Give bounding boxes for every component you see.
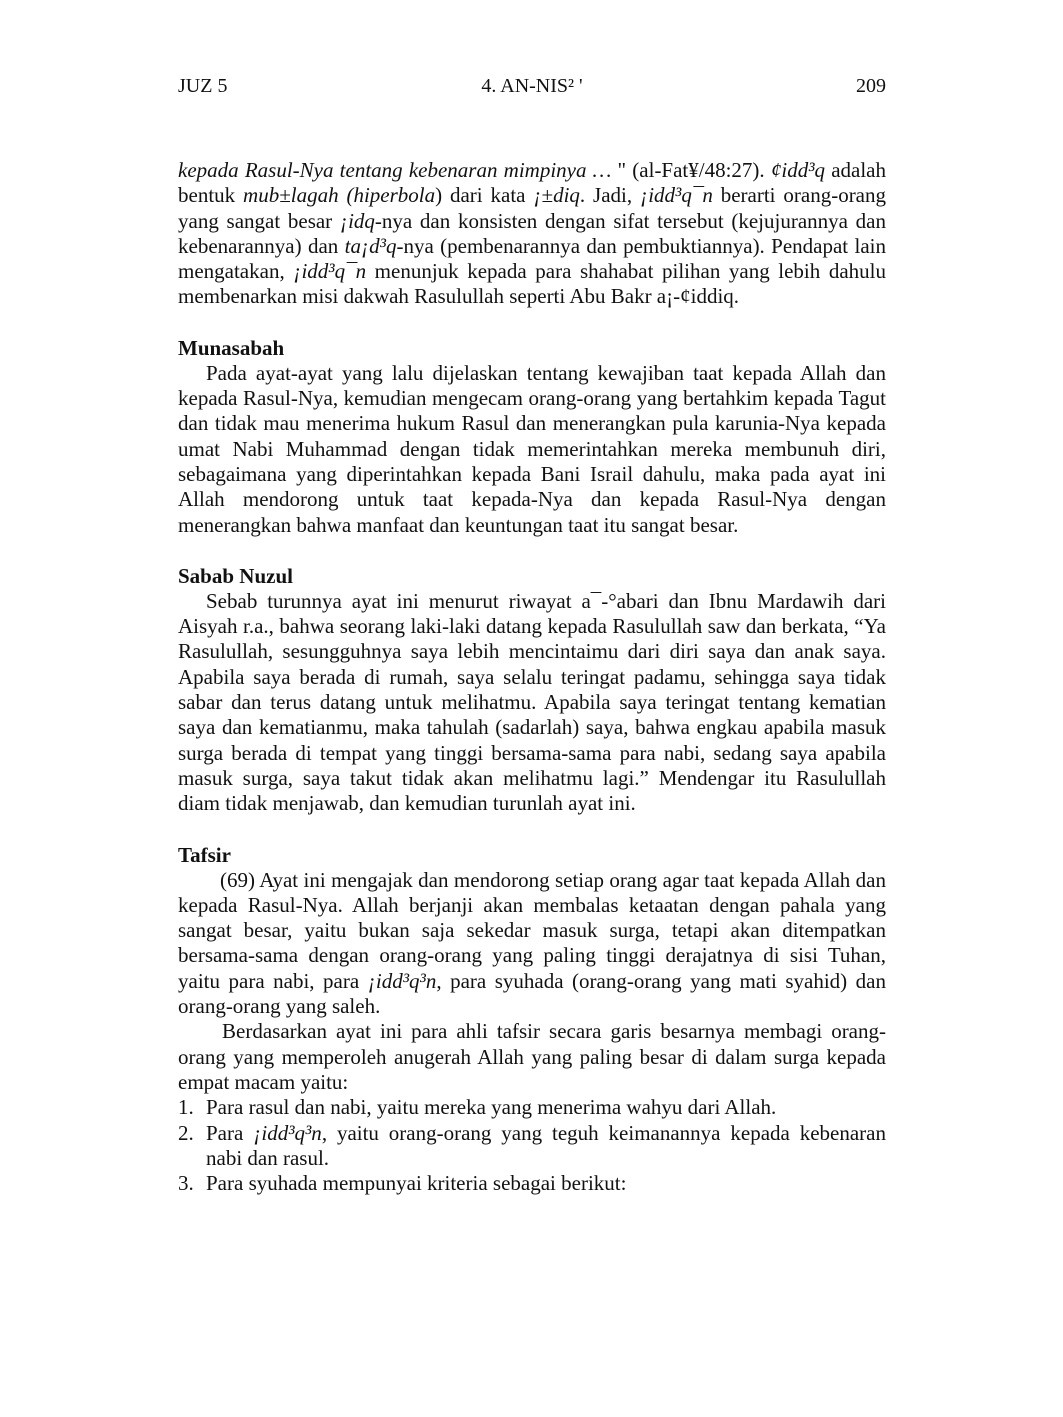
munasabah-heading: Munasabah	[178, 335, 285, 360]
tafsir-heading: Tafsir	[178, 842, 231, 867]
tafsir-paragraph-1	[178, 868, 886, 1020]
sabab-nuzul-heading: Sabab Nuzul	[178, 563, 293, 588]
list-text: Para syuhada mempunyai kriteria sebagai berikut:	[206, 1171, 627, 1196]
category-list	[178, 1095, 886, 1196]
page-number: 209	[856, 75, 886, 97]
term-sadiq: ¡±diq	[533, 183, 580, 208]
text-run: ) dari kata	[435, 183, 534, 208]
intro-paragraph	[178, 158, 886, 310]
text-run: berarti orang-orang yang sangat besar	[178, 183, 887, 233]
list-item	[178, 1121, 886, 1172]
text-run: , para syuhada (orang-orang yang mati syahid) dan orang-orang yang saleh.	[178, 968, 886, 1019]
running-header	[178, 72, 886, 100]
list-item	[178, 1095, 886, 1120]
juz-label: JUZ 5	[178, 75, 228, 97]
list-number: 3.	[178, 1171, 194, 1196]
term-sidq: ¡idq	[339, 208, 375, 233]
surah-title: 4. AN-NIS² '	[481, 75, 583, 97]
term-siddiqun-2: ¡idd³q¯n	[293, 259, 367, 284]
munasabah-paragraph: Pada ayat-ayat yang lalu dijelaskan tentang kewajiban taat kepada Allah dan kepada Rasul-Nya, kemudian mengecam orang-orang yang bertahkim kepada Tagut dan tidak mau menerima hukum Rasul dan menerangkan pula karunia-Nya kepada umat Nabi Muhammad dengan tidak memerintahkan mereka membunuh diri, sebagaimana yang diperintahkan kepada Bani Israil dahulu, maka pada ayat ini Allah mendorong untuk taat kepada-Nya dan kepada Rasul-Nya dengan menerangkan bahwa manfaat dan keuntungan taat itu sangat besar.	[178, 360, 886, 537]
text-run: adalah bentuk	[178, 158, 886, 208]
list-text: Para	[206, 1120, 254, 1145]
quote-italic: kepada Rasul-Nya tentang kebenaran mimpinya …	[178, 158, 618, 182]
page-body	[178, 158, 886, 1196]
list-text-post: , yaitu orang-orang yang teguh keimanannya kepada kebenaran nabi dan rasul.	[206, 1120, 886, 1170]
list-text: Para rasul dan nabi, yaitu mereka yang menerima wahyu dari Allah.	[206, 1095, 777, 1120]
text-run: menunjuk kepada para shahabat pilihan yang lebih dahulu membenarkan misi dakwah Rasulullah seperti Abu Bakr a¡-¢iddiq.	[178, 259, 886, 309]
term-mubalagah: mub±lagah (hiperbola	[243, 183, 436, 208]
tafsir-paragraph-2: Berdasarkan ayat ini para ahli tafsir secara garis besarnya membagi orang-orang yang memperoleh anugerah Allah yang paling besar di dalam surga kepada empat macam yaitu:	[178, 1019, 886, 1094]
text-run: -nya (pembenarannya dan pembuktiannya). Pendapat lain mengatakan,	[178, 233, 886, 284]
text-run: -nya dan konsisten dengan sifat tersebut (kejujurannya dan kebenarannya) dan	[178, 208, 886, 258]
term-siddiqin: ¡idd³q³n	[367, 968, 437, 993]
list-number: 1.	[178, 1095, 194, 1120]
text-run: . Jadi,	[579, 183, 641, 208]
term-tasdiq: ta¡d³q	[344, 233, 397, 258]
text-run: (69) Ayat ini mengajak dan mendorong setiap orang agar taat kepada Allah dan kepada Rasul-Nya. Allah berjanji akan membalas ketaatan dengan pahala yang sangat besar, yaitu bukan saja sekedar masuk surga, tetapi akan ditempatkan bersama-sama dengan orang-orang yang paling tinggi derajatnya di sisi Tuhan, yaitu para nabi, para	[178, 867, 886, 993]
term-siddiq: ¢idd³q	[770, 158, 826, 182]
sabab-nuzul-paragraph: Sebab turunnya ayat ini menurut riwayat a¯-°abari dan Ibnu Mardawih dari Aisyah r.a., bahwa seorang laki-laki datang kepada Rasulullah saw dan berkata, “Ya Rasulullah, sesungguhnya saya lebih mencintaimu dari diri saya dan anak saya. Apabila saya berada di rumah, saya selalu teringat padamu, sehingga saya tidak sabar dan terus datang untuk melihatmu. Apabila saya teringat tentang kematian saya dan kematianmu, maka tahulah (sadarlah) saya, bahwa engkau apabila masuk surga berada di tempat yang tinggi bersama-sama para nabi, sedang saya apabila masuk surga, saya takut tidak akan melihatmu lagi.” Mendengar itu Rasulullah diam tidak menjawab, dan kemudian turunlah ayat ini.	[178, 588, 886, 816]
term-siddiqun: ¡idd³q¯n	[640, 183, 713, 208]
list-item	[178, 1171, 886, 1196]
list-term: ¡idd³q³n	[253, 1120, 322, 1145]
citation: " (al-Fat¥/48:27).	[617, 158, 771, 182]
list-number: 2.	[178, 1120, 194, 1145]
